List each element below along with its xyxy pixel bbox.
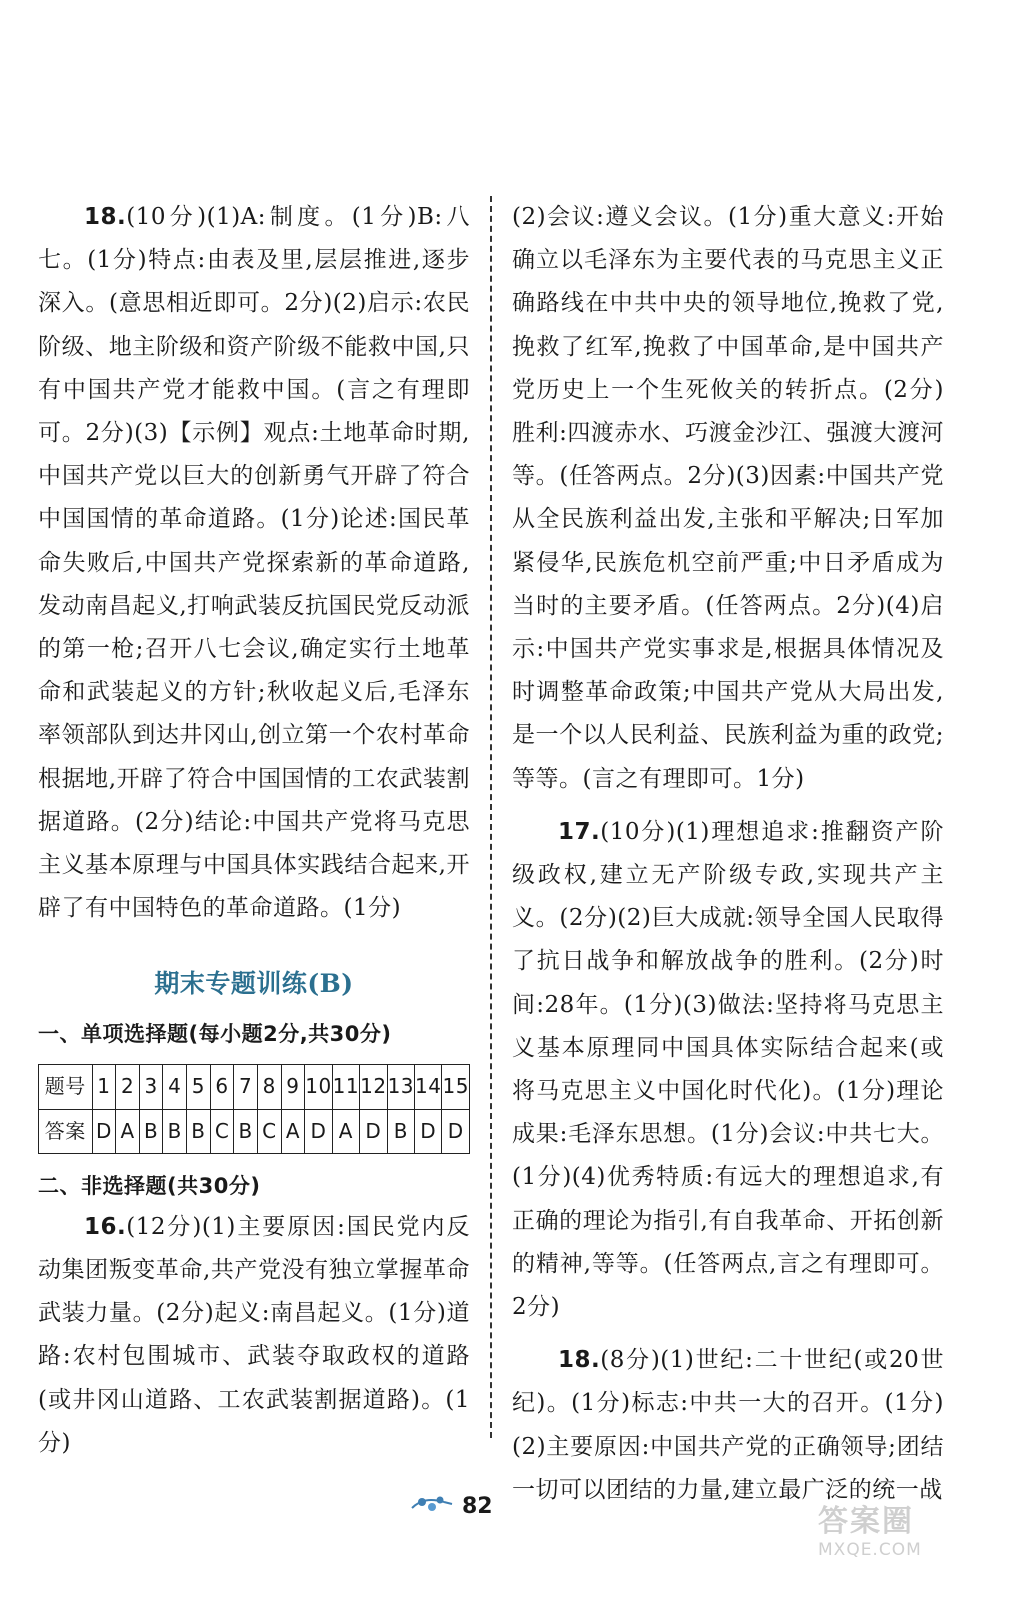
question-number-cell: 6 [210,1065,234,1109]
answer-cell: C [210,1109,234,1153]
answer-text: (10分)(1)理想追求:推翻资产阶级政权,建立无产阶级专政,实现共产主义。(2分)(2)巨大成就:领导全国人民取得了抗日战争和解放战争的胜利。(2分)时间:28年。(1分)(3)做法:坚持将马克思主义基本原理同中国具体实际结合起来(或将马克思主义中国化时代化)。(1分)理论成果:毛泽东思想。(1分)会议:中共七大。(1分)(4)优秀特质:有远大的理想追求,有正确的理论为指引,有自我革命、开拓创新的精神,等等。(任答两点,言之有理即可。2分) [512,818,944,1321]
page-footer [410,1492,493,1520]
watermark-logo [818,1496,922,1560]
question-number-cell: 2 [116,1065,140,1109]
question-number-cell: 3 [139,1065,163,1109]
section-title: 期末专题训练(B) [154,969,354,999]
question-number-cell: 8 [257,1065,281,1109]
answer-table [38,1064,470,1153]
watermark-url: MXQE.COM [818,1540,922,1560]
answer-cell: B [187,1109,211,1153]
question-number-cell: 15 [442,1065,470,1109]
answer-text: (8分)(1)世纪:二十世纪(或20世纪)。(1分)标志:中共一大的召开。(1分)(2)主要原因:中国共产党的正确领导;团结一切可以团结的力量,建立最广泛的统一战 [512,1347,944,1503]
question-number-cell: 1 [92,1065,116,1109]
question-number-cell: 4 [163,1065,187,1109]
question-number: 17. [558,818,601,845]
answer-cell: A [332,1109,359,1153]
table-row [39,1109,470,1153]
question-number: 18. [84,204,127,230]
answer-16 [38,1206,470,1465]
question-number-cell: 9 [281,1065,305,1109]
flower-ornament-icon [410,1492,454,1520]
answer-cell: B [387,1109,414,1153]
answer-16-continued: (2)会议:遵义会议。(1分)重大意义:开始确立以毛泽东为主要代表的马克思主义正确路线在中共中央的领导地位,挽救了党,挽救了红军,挽救了中国革命,是中国共产党历史上一个生死攸关的转折点。(2分)胜利:四渡赤水、巧渡金沙江、强渡大渡河等。(任答两点。2分)(3)因素:中国共产党从全民族利益出发,主张和平解决;日军加紧侵华,民族危机空前严重;中日矛盾成为当时的主要矛盾。(任答两点。2分)(4)启示:中国共产党实事求是,根据具体情况及时调整革命政策;中国共产党从大局出发,是一个以人民利益、民族利益为重的政党;等等。(言之有理即可。1分) [512,204,944,792]
part2-heading: 二、非选择题(共30分) [38,1173,261,1198]
row-label: 题号 [39,1065,93,1109]
answer-cell: B [139,1109,163,1153]
answer-17 [512,811,944,1329]
answer-18-left [38,196,470,930]
answer-text: (12分)(1)主要原因:国民党内反动集团叛变革命,共产党没有独立掌握革命武装力量。(2分)起义:南昌起义。(1分)道路:农村包围城市、武装夺取政权的道路(或井冈山道路、工农武装割据道路)。(1分) [38,1213,470,1456]
answer-cell: D [305,1109,332,1153]
answer-cell: D [92,1109,116,1153]
part1-heading: 一、单项选择题(每小题2分,共30分) [38,1022,392,1047]
answer-cell: D [415,1109,442,1153]
left-column [38,196,470,1465]
question-number-cell: 14 [415,1065,442,1109]
column-divider [490,196,492,1438]
answer-cell: C [257,1109,281,1153]
table-row [39,1065,470,1109]
page-number: 82 [462,1493,493,1519]
answer-cell: D [360,1109,387,1153]
question-number-cell: 10 [305,1065,332,1109]
answer-cell: D [442,1109,470,1153]
answer-cell: B [163,1109,187,1153]
question-number: 16. [84,1213,127,1240]
row-label: 答案 [39,1109,93,1153]
question-number-cell: 12 [360,1065,387,1109]
answer-cell: A [116,1109,140,1153]
question-number-cell: 5 [187,1065,211,1109]
right-column [512,196,944,1512]
answer-text: (10分)(1)A:制度。(1分)B:八七。(1分)特点:由表及里,层层推进,逐步深入。(意思相近即可。2分)(2)启示:农民阶级、地主阶级和资产阶级不能救中国,只有中国共产党才能救中国。(言之有理即可。2分)(3)【示例】观点:土地革命时期,中国共产党以巨大的创新勇气开辟了符合中国国情的革命道路。(1分)论述:国民革命失败后,中国共产党探索新的革命道路,发动南昌起义,打响武装反抗国民党反动派的第一枪;召开八七会议,确定实行土地革命和武装起义的方针;秋收起义后,毛泽东率领部队到达井冈山,创立第一个农村革命根据地,开辟了符合中国国情的工农武装割据道路。(2分)结论:中国共产党将马克思主义基本原理与中国具体实践结合起来,开辟了有中国特色的革命道路。(1分) [38,204,470,922]
question-number: 18. [558,1347,601,1374]
question-number-cell: 7 [234,1065,258,1109]
answer-cell: A [281,1109,305,1153]
watermark-title: 答案圈 [818,1504,914,1539]
answer-18-right [512,1339,944,1512]
question-number-cell: 11 [332,1065,359,1109]
answer-cell: B [234,1109,258,1153]
question-number-cell: 13 [387,1065,414,1109]
